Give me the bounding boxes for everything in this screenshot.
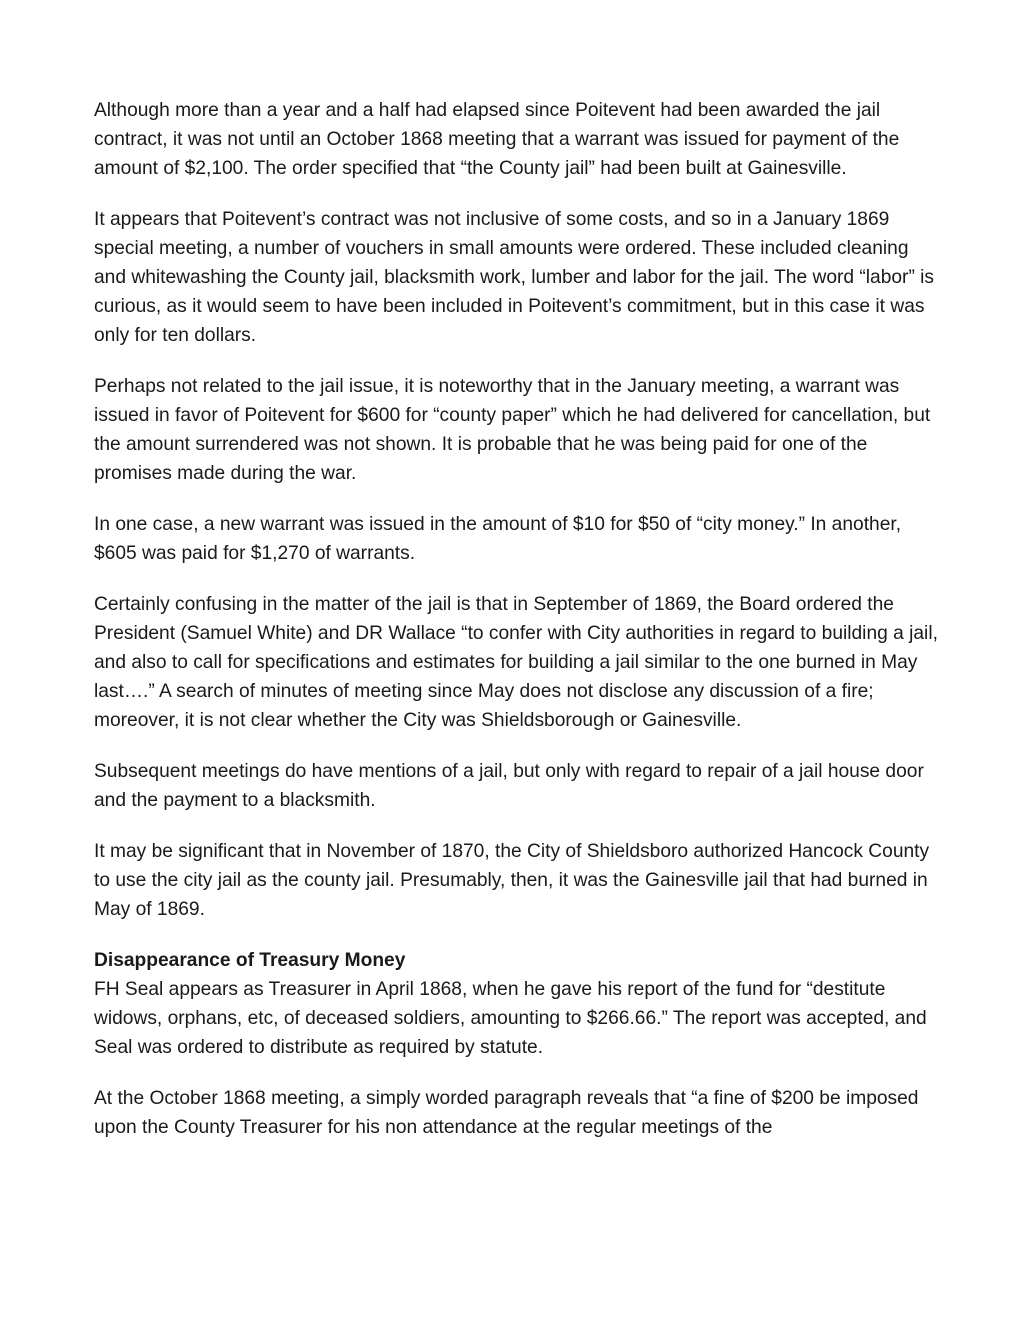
paragraph-treasurer-report: FH Seal appears as Treasurer in April 1868, when he gave his report of the fund for “destitute widows, orphans, etc, of deceased soldiers, amounting to $266.66.” The report was accepted, and Seal was ordered to distribute as required by statute. — [94, 979, 927, 1058]
paragraph-jail-contract-payment: Although more than a year and a half had elapsed since Poitevent had been awarded the jail contract, it was not until an October 1868 meeting that a warrant was issued for payment of the amount of $2,100. The order specified that “the County jail” had been built at Gainesville. — [94, 100, 900, 179]
paragraph-city-money: In one case, a new warrant was issued in the amount of $10 for $50 of “city money.” In another, $605 was paid for $1,270 of warrants. — [94, 514, 902, 564]
paragraph-vouchers: It appears that Poitevent’s contract was not inclusive of some costs, and so in a January 1869 special meeting, a number of vouchers in small amounts were ordered. These included cleaning and whitewashing the County jail, blacksmith work, lumber and labor for the jail. The word “labor” is curious, as it would seem to have been included in Poitevent’s commitment, but in this case it was only for ten dollars. — [94, 209, 935, 346]
paragraph-shieldsboro-jail: It may be significant that in November of 1870, the City of Shieldsboro authorized Hancock County to use the city jail as the county jail. Presumably, then, it was the Gainesville jail that had burned in May of 1869. — [94, 841, 930, 920]
section-heading: Disappearance of Treasury Money — [94, 950, 406, 971]
document-page — [94, 96, 944, 1164]
section-treasury-money — [94, 946, 944, 1142]
paragraph-county-paper: Perhaps not related to the jail issue, it is noteworthy that in the January meeting, a warrant was issued in favor of Poitevent for $600 for “county paper” which he had delivered for cancellation, but the amount surrendered was not shown. It is probable that he was being paid for one of the promises made during the war. — [94, 376, 931, 484]
paragraph-jail-confusion: Certainly confusing in the matter of the jail is that in September of 1869, the Board ordered the President (Samuel White) and DR Wallace “to confer with City authorities in regard to building a jail, and also to call for specifications and estimates for building a jail similar to the one burned in May last….” A search of minutes of meeting since May does not disclose any discussion of a fire; moreover, it is not clear whether the City was Shieldsborough or Gainesville. — [94, 594, 938, 731]
paragraph-treasurer-fine: At the October 1868 meeting, a simply worded paragraph reveals that “a fine of $200 be imposed upon the County Treasurer for his non attendance at the regular meetings of the — [94, 1088, 919, 1138]
paragraph-jail-repairs: Subsequent meetings do have mentions of a jail, but only with regard to repair of a jail house door and the payment to a blacksmith. — [94, 761, 924, 811]
